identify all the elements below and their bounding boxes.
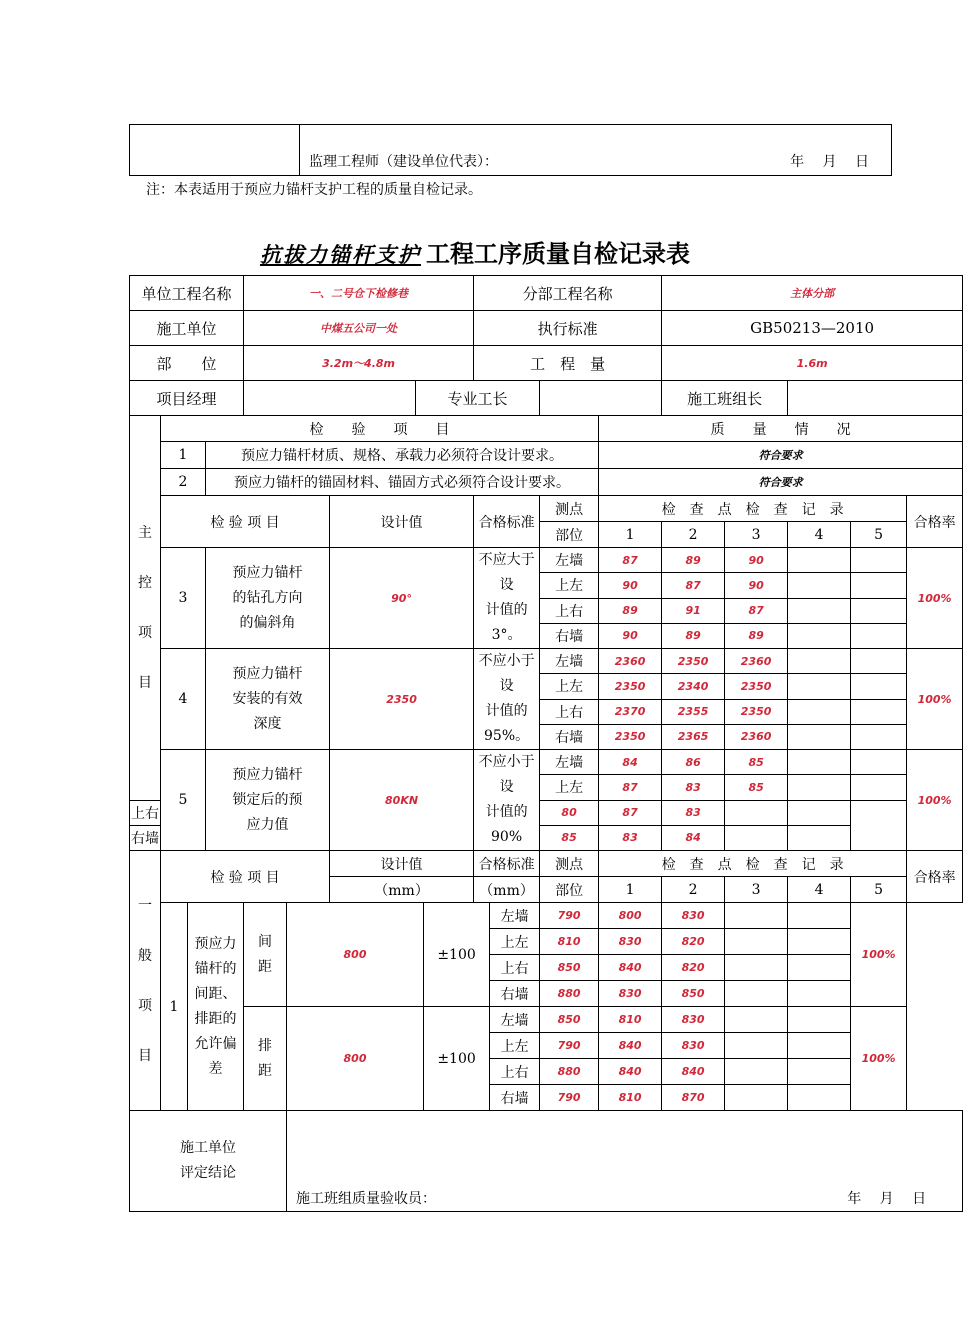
measure-value: 90 <box>725 548 788 573</box>
gen-measure-value <box>725 1033 788 1059</box>
measure-value <box>788 750 851 775</box>
gen-col-record-num: 3 <box>725 877 788 903</box>
gen-measure-value: 830 <box>662 1033 725 1059</box>
group-no: 3 <box>161 548 206 649</box>
standard-value: GB50213—2010 <box>662 311 963 346</box>
team-leader-label: 施工班组长 <box>662 381 788 416</box>
gen-sub-name <box>244 903 287 1007</box>
group-name-line: 预应力锚杆 <box>232 665 303 682</box>
group-design: 80KN <box>330 750 474 851</box>
gen-item-name-line: 间距、 <box>194 985 237 1002</box>
measure-value <box>788 623 851 648</box>
item-text: 预应力锚杆材质、规格、承载力必须符合设计要求。 <box>206 442 599 469</box>
gen-measure-value <box>725 1085 788 1111</box>
quality-status-header: 质 量 情 况 <box>599 416 963 442</box>
gen-sub-name-line: 间 <box>258 933 273 950</box>
gen-item-name-line: 预应力 <box>194 935 237 952</box>
gen-measure-position: 上右 <box>490 955 540 981</box>
gen-item-name-line: 差 <box>208 1060 223 1077</box>
measure-value: 2355 <box>662 699 725 724</box>
title-handwritten: 抗拔力锚杆支护 <box>259 243 421 267</box>
measure-value: 83 <box>599 825 662 850</box>
group-standard <box>474 649 540 750</box>
gen-measure-value <box>788 955 851 981</box>
measure-position: 右墙 <box>540 724 599 749</box>
col-record-num: 2 <box>662 522 725 548</box>
measure-position: 右墙 <box>130 825 161 850</box>
measure-value <box>851 750 907 775</box>
main-control-label <box>130 416 161 801</box>
gen-item-name-line: 允许偏 <box>194 1035 237 1052</box>
group-name <box>206 649 330 750</box>
measure-value: 2360 <box>599 649 662 674</box>
measure-value: 90 <box>725 573 788 598</box>
col-standard: 合格标准 <box>474 496 540 548</box>
group-name <box>206 750 330 851</box>
quantity-label: 工 程 量 <box>474 346 662 381</box>
gen-sub-standard: ±100 <box>424 903 490 1007</box>
gen-col-design-2: （mm） <box>330 877 474 903</box>
col-design-value: 设计值 <box>330 496 474 548</box>
main-control-label-line: 控 <box>138 574 152 591</box>
item-no: 1 <box>161 442 206 469</box>
measure-value <box>788 825 851 850</box>
col-point-2: 部位 <box>540 522 599 548</box>
gen-measure-value: 830 <box>662 1007 725 1033</box>
construction-unit-label: 施工单位 <box>130 311 244 346</box>
measure-value <box>851 573 907 598</box>
measure-position: 上左 <box>540 674 599 699</box>
gen-measure-value <box>725 1007 788 1033</box>
gen-measure-value: 880 <box>540 981 599 1007</box>
conclusion-label <box>130 1111 287 1212</box>
measure-value <box>788 699 851 724</box>
measure-value <box>788 724 851 749</box>
measure-value: 2350 <box>725 699 788 724</box>
gen-measure-value <box>725 955 788 981</box>
general-label <box>130 851 161 1111</box>
measure-value <box>851 699 907 724</box>
gen-measure-value: 830 <box>599 981 662 1007</box>
gen-measure-value: 810 <box>540 929 599 955</box>
gen-measure-position: 左墙 <box>490 903 540 929</box>
measure-value <box>788 548 851 573</box>
group-standard-line: 计值的3°。 <box>485 602 528 643</box>
gen-measure-position: 上左 <box>490 1033 540 1059</box>
measure-value: 2350 <box>725 674 788 699</box>
measure-value <box>851 775 907 800</box>
general-label-line: 般 <box>138 947 152 964</box>
measure-position: 上右 <box>540 598 599 623</box>
gen-col-standard-2: （mm） <box>474 877 540 903</box>
group-design: 90° <box>330 548 474 649</box>
group-name-line: 安装的有效 <box>232 690 303 707</box>
measure-value: 89 <box>725 623 788 648</box>
measure-position: 上右 <box>540 699 599 724</box>
position-value: 3.2m～4.8m <box>244 346 474 381</box>
measure-value: 85 <box>540 825 599 850</box>
item-result: 符合要求 <box>599 469 963 496</box>
gen-measure-value: 870 <box>662 1085 725 1111</box>
measure-position: 左墙 <box>540 750 599 775</box>
measure-value: 84 <box>662 825 725 850</box>
gen-measure-value: 790 <box>540 1085 599 1111</box>
measure-value: 84 <box>599 750 662 775</box>
measure-value: 2350 <box>599 674 662 699</box>
gen-measure-value: 840 <box>599 1033 662 1059</box>
measure-value: 87 <box>662 573 725 598</box>
supervisor-date: 年 月 日 <box>790 154 869 170</box>
gen-sub-standard: ±100 <box>424 1007 490 1111</box>
gen-measure-value: 820 <box>662 955 725 981</box>
title-printed: 工程工序质量自检记录表 <box>426 239 691 268</box>
gen-measure-value: 790 <box>540 1033 599 1059</box>
measure-value <box>851 623 907 648</box>
measure-value <box>788 598 851 623</box>
general-label-line: 项 <box>138 997 152 1014</box>
col-record-num: 5 <box>851 522 907 548</box>
measure-value: 2340 <box>662 674 725 699</box>
gen-measure-value <box>788 1033 851 1059</box>
gen-sub-name-line: 排 <box>258 1037 273 1054</box>
item-text: 预应力锚杆的锚固材料、锚固方式必须符合设计要求。 <box>206 469 599 496</box>
sub-project-label: 分部工程名称 <box>474 276 662 311</box>
group-no: 4 <box>161 649 206 750</box>
main-control-label-line: 目 <box>138 674 152 691</box>
measure-value: 89 <box>662 548 725 573</box>
group-standard-line: 95%。 <box>484 728 530 744</box>
gen-sub-design: 800 <box>287 1007 424 1111</box>
supervisor-signoff-table <box>129 124 892 176</box>
gen-measure-value: 840 <box>599 1059 662 1085</box>
measure-value <box>788 775 851 800</box>
gen-measure-position: 上左 <box>490 929 540 955</box>
col-inspection-item: 检 验 项 目 <box>161 496 330 548</box>
group-name-line: 深度 <box>253 715 282 732</box>
measure-position: 上左 <box>540 573 599 598</box>
col-point-1: 测点 <box>540 496 599 522</box>
project-manager-label: 项目经理 <box>130 381 244 416</box>
group-design: 2350 <box>330 649 474 750</box>
gen-sub-name <box>244 1007 287 1111</box>
sub-project-value: 主体分部 <box>662 276 963 311</box>
gen-measure-value: 830 <box>662 903 725 929</box>
measure-value: 90 <box>599 623 662 648</box>
gen-measure-value <box>725 981 788 1007</box>
measure-value <box>788 800 851 825</box>
measure-value <box>851 548 907 573</box>
group-pass-rate: 100% <box>907 548 963 649</box>
quality-record-table <box>129 275 963 1212</box>
measure-value <box>788 649 851 674</box>
supervisor-signature-cell <box>300 125 892 176</box>
supervisor-label: 监理工程师（建设单位代表）： <box>309 154 498 170</box>
gen-col-record-num: 5 <box>851 877 907 903</box>
group-standard-line: 不应大于设 <box>478 552 535 593</box>
measure-value: 2370 <box>599 699 662 724</box>
measure-value: 80 <box>540 800 599 825</box>
measure-value: 87 <box>599 775 662 800</box>
group-pass-rate: 100% <box>907 649 963 750</box>
col-record-header: 检 查 点 检 查 记 录 <box>599 496 907 522</box>
group-name-line: 预应力锚杆 <box>232 564 303 581</box>
measure-value: 2360 <box>725 724 788 749</box>
item-result: 符合要求 <box>599 442 963 469</box>
standard-label: 执行标准 <box>474 311 662 346</box>
main-control-label-line: 主 <box>138 524 152 541</box>
measure-value <box>851 674 907 699</box>
gen-measure-value <box>788 981 851 1007</box>
measure-value: 87 <box>599 800 662 825</box>
gen-measure-value: 810 <box>599 1085 662 1111</box>
gen-col-inspection-item: 检 验 项 目 <box>161 851 330 903</box>
measure-value: 83 <box>662 775 725 800</box>
measure-value: 85 <box>725 750 788 775</box>
measure-value: 89 <box>662 623 725 648</box>
group-standard-line: 不应小于设 <box>478 653 535 694</box>
measure-value: 2360 <box>725 649 788 674</box>
inspector-signature-cell <box>287 1111 963 1212</box>
measure-value <box>788 674 851 699</box>
gen-col-record-num: 2 <box>662 877 725 903</box>
measure-value <box>851 649 907 674</box>
gen-measure-value <box>788 903 851 929</box>
measure-value: 85 <box>725 775 788 800</box>
gen-measure-value: 830 <box>599 929 662 955</box>
gen-col-record-header: 检 查 点 检 查 记 录 <box>599 851 907 877</box>
gen-measure-value: 820 <box>662 929 725 955</box>
measure-position: 上右 <box>130 800 161 825</box>
measure-value: 86 <box>662 750 725 775</box>
measure-value: 2350 <box>662 649 725 674</box>
gen-measure-position: 右墙 <box>490 1085 540 1111</box>
gen-col-record-num: 1 <box>599 877 662 903</box>
measure-value: 83 <box>662 800 725 825</box>
col-record-num: 3 <box>725 522 788 548</box>
gen-sub-pass-rate: 100% <box>851 1007 907 1111</box>
group-name-line: 预应力锚杆 <box>232 766 303 783</box>
gen-measure-value <box>725 1059 788 1085</box>
gen-measure-value: 840 <box>599 955 662 981</box>
inspection-item-header: 检 验 项 目 <box>161 416 599 442</box>
construction-unit-value: 中煤五公司一处 <box>244 311 474 346</box>
gen-measure-value: 840 <box>662 1059 725 1085</box>
group-standard <box>474 750 540 851</box>
gen-sub-name-line: 距 <box>258 958 273 975</box>
gen-item-name-line: 锚杆的 <box>194 960 237 977</box>
gen-measure-value: 810 <box>599 1007 662 1033</box>
gen-col-record-num: 4 <box>788 877 851 903</box>
gen-measure-value: 850 <box>662 981 725 1007</box>
gen-col-pass-rate: 合格率 <box>907 851 963 903</box>
measure-value: 90 <box>599 573 662 598</box>
gen-sub-name-line: 距 <box>258 1062 273 1079</box>
general-label-line: 目 <box>138 1047 152 1064</box>
group-standard-line: 不应小于设 <box>478 754 535 795</box>
gen-sub-design: 800 <box>287 903 424 1007</box>
page-title <box>0 234 950 269</box>
measure-value: 89 <box>599 598 662 623</box>
gen-measure-position: 上右 <box>490 1059 540 1085</box>
measure-position: 上左 <box>540 775 599 800</box>
group-name-line: 的钻孔方向 <box>232 589 303 606</box>
gen-measure-value: 880 <box>540 1059 599 1085</box>
gen-measure-value: 850 <box>540 955 599 981</box>
gen-item-name <box>188 903 244 1111</box>
gen-measure-value <box>788 1085 851 1111</box>
gen-measure-position: 右墙 <box>490 981 540 1007</box>
gen-measure-value <box>788 929 851 955</box>
unit-project-label: 单位工程名称 <box>130 276 244 311</box>
item-no: 2 <box>161 469 206 496</box>
group-name <box>206 548 330 649</box>
gen-item-name-line: 排距的 <box>194 1010 237 1027</box>
measure-value <box>725 825 788 850</box>
gen-measure-value: 790 <box>540 903 599 929</box>
gen-sub-pass-rate: 100% <box>851 903 907 1007</box>
measure-value: 2365 <box>662 724 725 749</box>
foreman-label: 专业工长 <box>416 381 540 416</box>
supervisor-blank-cell <box>130 125 300 176</box>
gen-measure-value <box>788 1007 851 1033</box>
general-label-line: 一 <box>138 897 152 914</box>
measure-value: 87 <box>599 548 662 573</box>
measure-value <box>851 598 907 623</box>
gen-item-no: 1 <box>161 903 188 1111</box>
gen-col-standard-1: 合格标准 <box>474 851 540 877</box>
inspector-date: 年 月 日 <box>847 1191 927 1207</box>
col-record-num: 1 <box>599 522 662 548</box>
measure-position: 左墙 <box>540 649 599 674</box>
main-control-label-line: 项 <box>138 624 152 641</box>
project-manager-value <box>244 381 416 416</box>
measure-value <box>788 573 851 598</box>
group-name-line: 应力值 <box>246 816 289 833</box>
group-no: 5 <box>161 750 206 851</box>
inspector-label: 施工班组质量验收员： <box>296 1191 437 1207</box>
gen-measure-value <box>725 929 788 955</box>
gen-measure-value <box>788 1059 851 1085</box>
conclusion-line-1: 施工单位 <box>180 1140 236 1156</box>
col-record-num: 4 <box>788 522 851 548</box>
gen-measure-value <box>725 903 788 929</box>
quantity-value: 1.6m <box>662 346 963 381</box>
group-standard-line: 计值的 <box>485 703 528 719</box>
measure-value: 87 <box>725 598 788 623</box>
measure-value: 2350 <box>599 724 662 749</box>
group-name-line: 锁定后的预 <box>232 791 303 808</box>
measure-position: 左墙 <box>540 548 599 573</box>
measure-value <box>725 800 788 825</box>
group-name-line: 的偏斜角 <box>239 614 296 631</box>
measure-value: 91 <box>662 598 725 623</box>
gen-col-point-2: 部位 <box>540 877 599 903</box>
group-pass-rate: 100% <box>907 750 963 851</box>
measure-value <box>851 724 907 749</box>
gen-measure-value: 800 <box>599 903 662 929</box>
gen-col-design-1: 设计值 <box>330 851 474 877</box>
position-label: 部 位 <box>130 346 244 381</box>
group-standard <box>474 548 540 649</box>
col-pass-rate: 合格率 <box>907 496 963 548</box>
table-note: 注：本表适用于预应力锚杆支护工程的质量自检记录。 <box>146 182 482 198</box>
gen-measure-value: 850 <box>540 1007 599 1033</box>
measure-position: 右墙 <box>540 623 599 648</box>
team-leader-value <box>788 381 963 416</box>
gen-col-point-1: 测点 <box>540 851 599 877</box>
unit-project-value: 一、二号仓下检修巷 <box>244 276 474 311</box>
conclusion-line-2: 评定结论 <box>180 1165 236 1181</box>
gen-measure-position: 左墙 <box>490 1007 540 1033</box>
foreman-value <box>540 381 662 416</box>
group-standard-line: 计值的90% <box>485 804 528 845</box>
